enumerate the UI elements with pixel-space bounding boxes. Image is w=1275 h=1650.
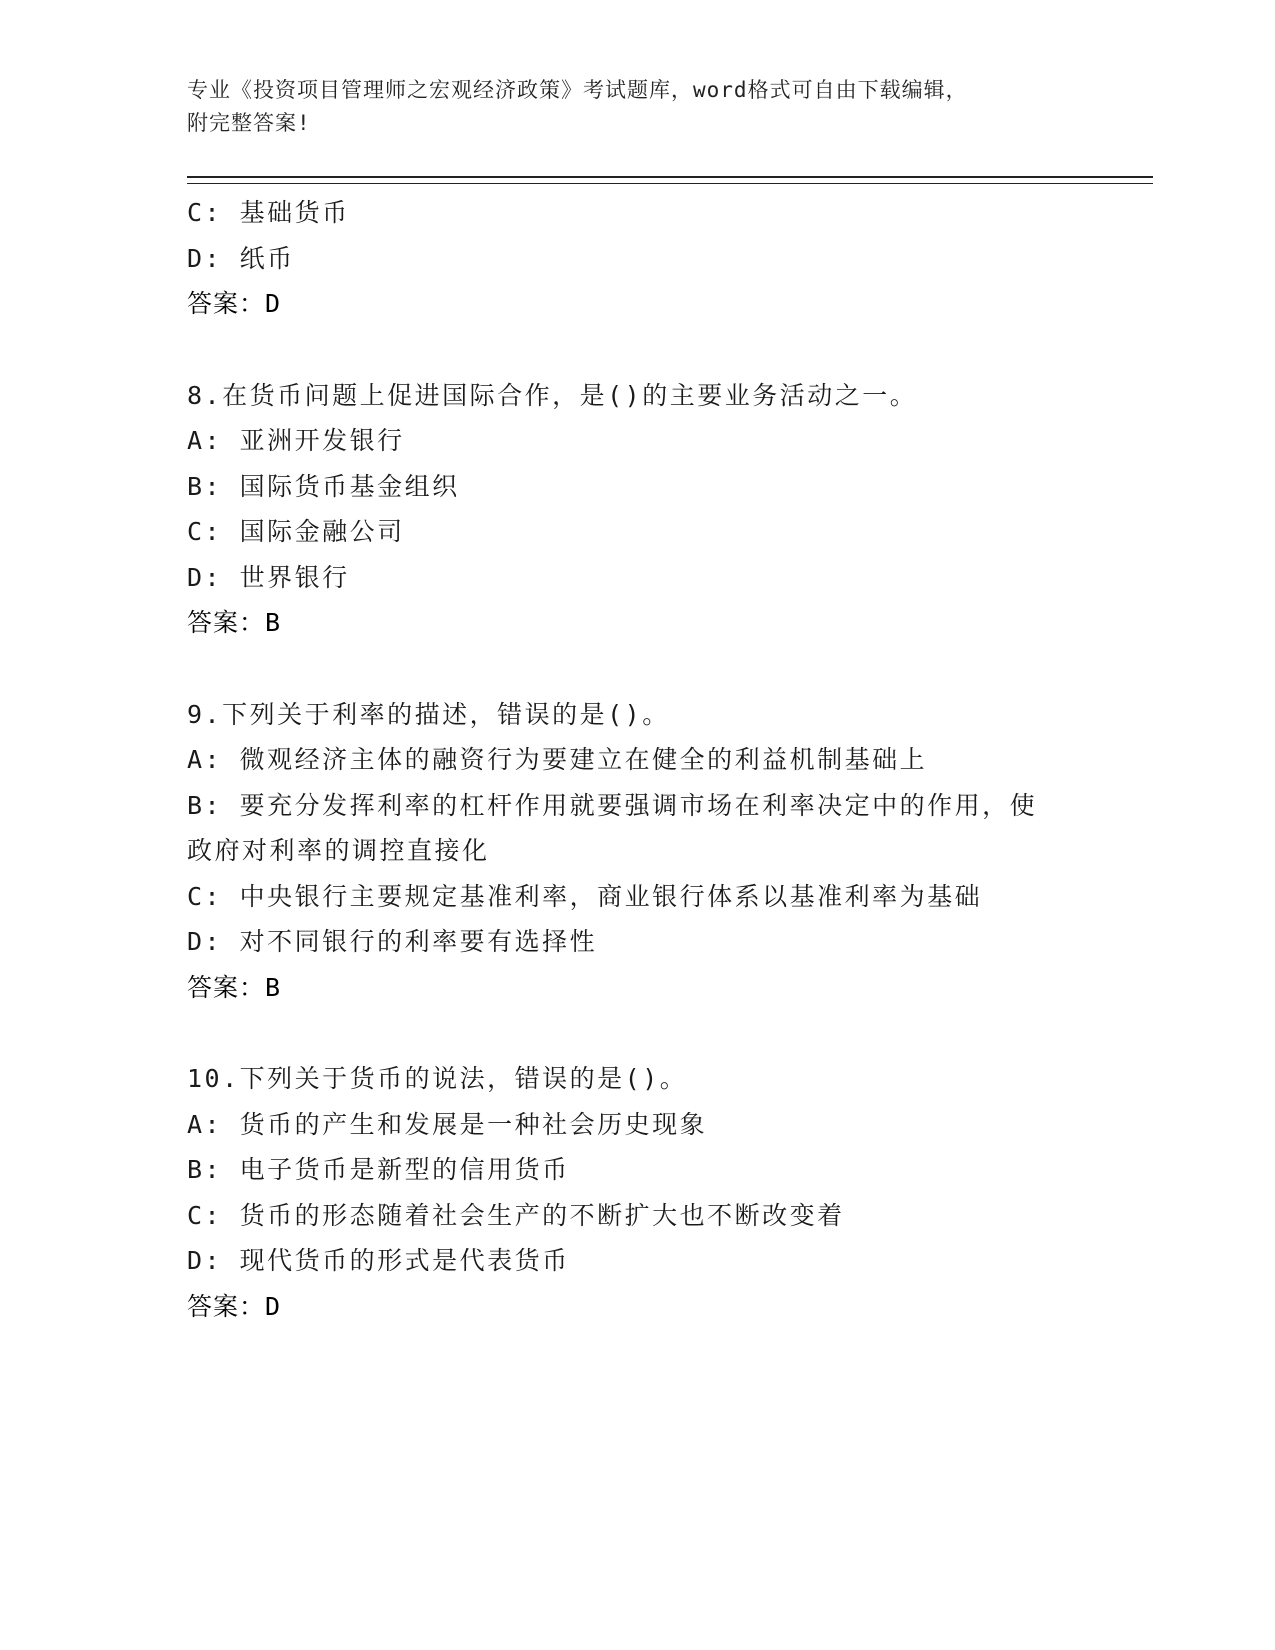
header-line-2: 附完整答案! [187, 111, 311, 135]
option-c: C: 货币的形态随着社会生产的不断扩大也不断改变着 [187, 1200, 845, 1230]
option-a: A: 亚洲开发银行 [187, 426, 405, 455]
option-b-continued: 政府对利率的调控直接化 [187, 836, 490, 865]
question-9 [187, 692, 1087, 1011]
question-8 [187, 373, 1087, 646]
question-10 [187, 1056, 1087, 1329]
answer-value: D [265, 1291, 282, 1321]
option-d: D: 世界银行 [187, 562, 350, 592]
answer-value: B [265, 972, 282, 1002]
question-list [187, 190, 1087, 1329]
answer-line [187, 281, 1087, 327]
option-d: D: 现代货币的形式是代表货币 [187, 1246, 570, 1275]
question-stem: 10.下列关于货币的说法，错误的是()。 [187, 1064, 688, 1093]
question-fragment [187, 190, 1087, 327]
option-d: D: 纸币 [187, 243, 295, 273]
question-stem: 9.下列关于利率的描述，错误的是()。 [187, 699, 670, 729]
answer-line [187, 1284, 1087, 1330]
option-b: B: 要充分发挥利率的杠杆作用就要强调市场在利率决定中的作用，使 [187, 790, 1038, 820]
option-d: D: 对不同银行的利率要有选择性 [187, 927, 598, 956]
option-c: C: 中央银行主要规定基准利率，商业银行体系以基准利率为基础 [187, 881, 983, 911]
option-a: A: 微观经济主体的融资行为要建立在健全的利益机制基础上 [187, 745, 928, 774]
answer-value: D [265, 289, 282, 318]
answer-value: B [265, 608, 282, 637]
option-b: B: 电子货币是新型的信用货币 [187, 1155, 570, 1184]
question-stem: 8.在货币问题上促进国际合作，是()的主要业务活动之一。 [187, 380, 918, 410]
option-c: C: 基础货币 [187, 198, 350, 227]
option-a: A: 货币的产生和发展是一种社会历史现象 [187, 1109, 708, 1139]
page-header [187, 74, 1087, 140]
answer-line [187, 600, 1087, 646]
answer-label: 答案： [187, 289, 266, 318]
option-c: C: 国际金融公司 [187, 517, 405, 546]
header-line-1: 专业《投资项目管理师之宏观经济政策》考试题库，word格式可自由下载编辑， [187, 78, 968, 102]
answer-line [187, 965, 1087, 1011]
header-divider [187, 176, 1153, 184]
answer-label: 答案： [187, 608, 266, 637]
answer-label: 答案： [187, 1291, 266, 1321]
answer-label: 答案： [187, 972, 266, 1002]
option-b: B: 国际货币基金组织 [187, 471, 460, 501]
